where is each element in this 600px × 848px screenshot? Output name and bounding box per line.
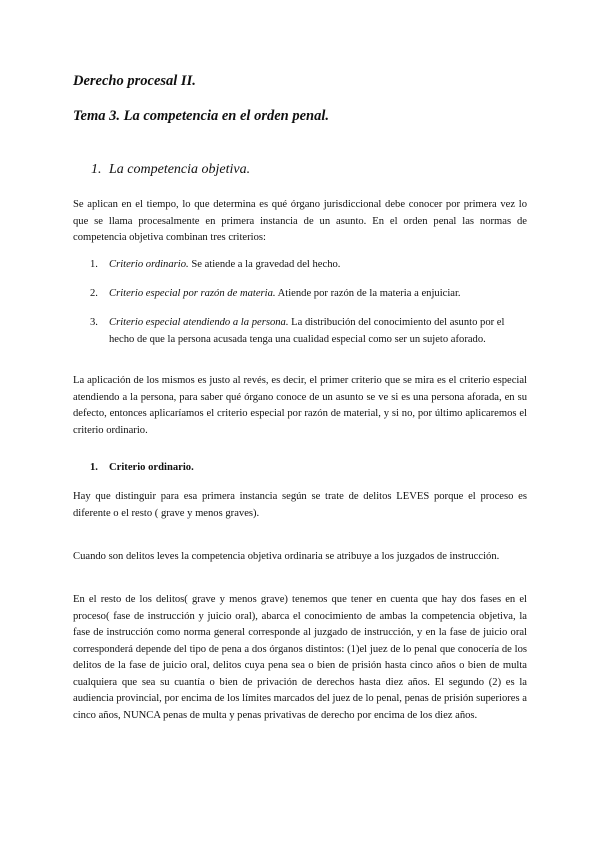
section-title: La competencia objetiva. xyxy=(109,162,251,177)
resto-paragraph: En el resto de los delitos( grave y menos grave) tenemos que tener en cuenta que hay dos fases en el proceso( fase de instrucción y juicio oral), abarca el conocimiento de ambas la competencia objetiva, la fase de instrucción como norma general corresponde al juzgado de instrucción, y en la fase de juicio oral corresponderá depende del tipo de pena a dos órganos distintos: (1)el juez de lo penal que conocería de los delitos de la fase de juicio oral, delitos cuya pena sea o bien de prisión hasta cinco años o bien de multa cualquiera que sea su cuantía o bien de privación de derechos hasta diez años. El segundo (2) es la audiencia provincial, por encima de los límites marcados del juez de lo penal, penas de prisión superiores a cinco años, NUNCA penas de multa y penas privativas de derecho por encima de los diez años. xyxy=(73,594,527,721)
criterion-item xyxy=(90,257,527,274)
section-heading xyxy=(91,162,250,178)
criterion-text: La distribución del conocimiento del asunto por el hecho de que la persona acusada tenga una cualidad especial como ser un sujeto aforado. xyxy=(109,317,505,345)
leves-paragraph: Cuando son delitos leves la competencia objetiva ordinaria se atribuye a los juzgados de instrucción. xyxy=(73,551,500,562)
subsection-title: Criterio ordinario. xyxy=(109,462,194,473)
criterion-number: 2. xyxy=(90,288,98,299)
criterion-text: Atiende por razón de la materia a enjuiciar. xyxy=(277,288,461,299)
criterion-name: Criterio especial por razón de materia. xyxy=(109,288,276,299)
criterion-item xyxy=(90,315,527,348)
subsection-number: 1. xyxy=(90,462,98,473)
document-subtitle: Tema 3. La competencia en el orden penal. xyxy=(73,108,330,124)
section-number: 1. xyxy=(91,162,102,177)
application-paragraph: La aplicación de los mismos es justo al revés, es decir, el primer criterio que se mira es el criterio especial atendiendo a la persona, para saber qué órgano conoce de un asunto se ve si es una persona aforada, en su defecto, entonces aplicaríamos el criterio especial por razón de material, y si no, por último aplicaremos el criterio ordinario. xyxy=(73,375,527,436)
criterion-name: Criterio especial atendiendo a la persona. xyxy=(109,317,289,328)
criterion-number: 1. xyxy=(90,259,98,270)
criterion-name: Criterio ordinario. xyxy=(109,259,189,270)
document-title: Derecho procesal II. xyxy=(73,73,196,89)
distinguish-paragraph: Hay que distinguir para esa primera instancia según se trate de delitos LEVES porque el proceso es diferente o el resto ( grave y menos graves). xyxy=(73,491,527,519)
criterion-text: Se atiende a la gravedad del hecho. xyxy=(191,259,341,270)
criterion-number: 3. xyxy=(90,317,98,328)
criterion-item xyxy=(90,286,527,303)
subsection-heading xyxy=(90,462,194,473)
intro-paragraph: Se aplican en el tiempo, lo que determina es qué órgano jurisdiccional debe conocer por primera vez lo que se llama procesalmente en primera instancia de un asunto. En el orden penal las normas de competencia objetiva combinan tres criterios: xyxy=(73,199,527,243)
